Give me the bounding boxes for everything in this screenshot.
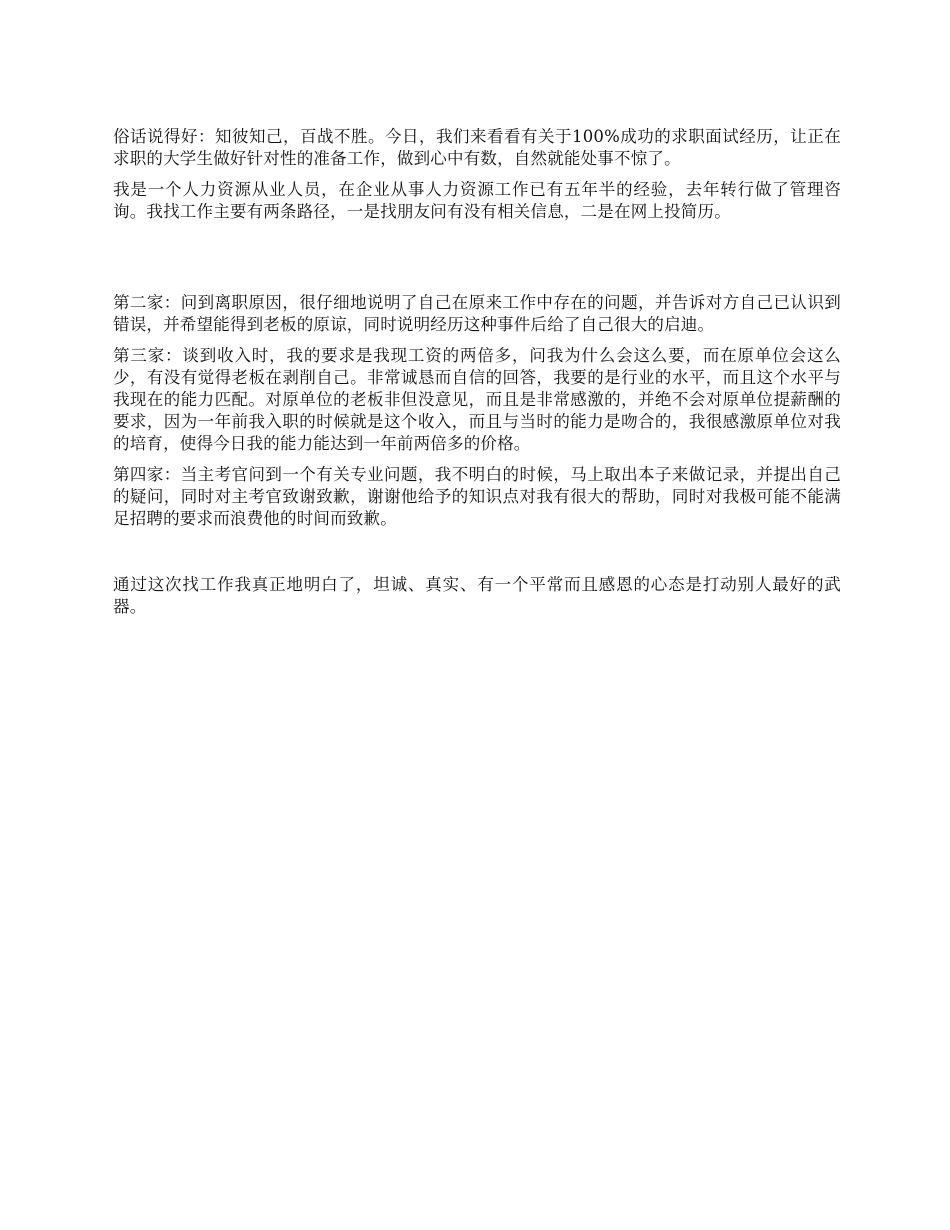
blank-gap bbox=[113, 539, 841, 574]
document-body bbox=[113, 126, 841, 627]
paragraph-third-company: 第三家：谈到收入时，我的要求是我现工资的两倍多，问我为什么会这么要，而在原单位会这么少，有没有觉得老板在剥削自己。非常诚恳而自信的回答，我要的是行业的水平，而且这个水平与我现在的能力匹配。对原单位的老板非但没意见，而且是非常感激的，并绝不会对原单位提薪酬的要求，因为一年前我入职的时候就是这个收入，而且与当时的能力是吻合的，我很感激原单位对我的培育，使得今日我的能力能达到一年前两倍多的价格。 bbox=[113, 346, 841, 453]
paragraph-intro: 俗话说得好：知彼知己，百战不胜。今日，我们来看看有关于100%成功的求职面试经历，让正在求职的大学生做好针对性的准备工作，做到心中有数，自然就能处事不惊了。 bbox=[113, 127, 841, 168]
paragraph-second-company: 第二家：问到离职原因，很仔细地说明了自己在原来工作中存在的问题，并告诉对方自己已认识到错误，并希望能得到老板的原谅，同时说明经历这种事件后给了自己很大的启迪。 bbox=[113, 293, 841, 334]
blank-gap bbox=[113, 232, 841, 292]
paragraph-background: 我是一个人力资源从业人员，在企业从事人力资源工作已有五年半的经验，去年转行做了管理咨询。我找工作主要有两条路径，一是找朋友问有没有相关信息，二是在网上投简历。 bbox=[113, 180, 841, 221]
paragraph-conclusion: 通过这次找工作我真正地明白了，坦诚、真实、有一个平常而且感恩的心态是打动别人最好的武器。 bbox=[113, 575, 841, 616]
paragraph-fourth-company: 第四家：当主考官问到一个有关专业问题，我不明白的时候，马上取出本子来做记录，并提出自己的疑问，同时对主考官致谢致歉，谢谢他给予的知识点对我有很大的帮助，同时对我极可能不能满足招聘的要求而浪费他的时间而致歉。 bbox=[113, 465, 841, 528]
